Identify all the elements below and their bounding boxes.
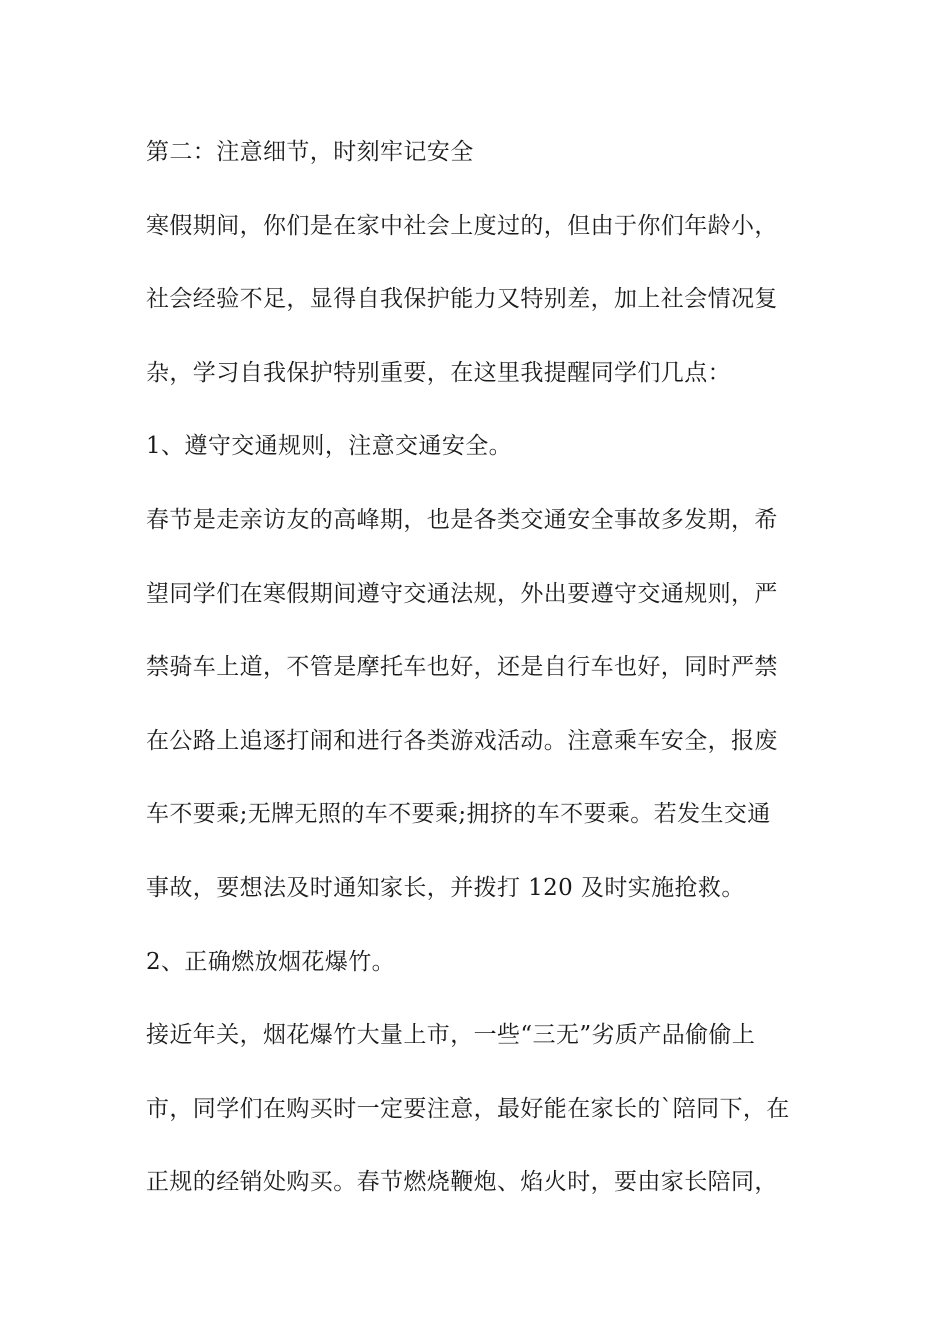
paragraph-line: 在公路上追逐打闹和进行各类游戏活动。注意乘车安全，报废 xyxy=(146,727,778,754)
paragraph-line: 正规的经销处购买。春节燃烧鞭炮、焰火时，要由家长陪同， xyxy=(146,1169,778,1196)
paragraph-line: 春节是走亲访友的高峰期，也是各类交通安全事故多发期，希 xyxy=(146,506,778,533)
paragraph-line: 事故，要想法及时通知家长，并拨打 120 及时实施抢救。 xyxy=(146,874,745,901)
document-body xyxy=(146,128,826,1232)
paragraph-line: 杂，学习自我保护特别重要，在这里我提醒同学们几点： xyxy=(146,359,731,386)
paragraph-line: 望同学们在寒假期间遵守交通法规，外出要遵守交通规则，严 xyxy=(146,580,778,607)
list-item-heading: 2、正确燃放烟花爆竹。 xyxy=(146,948,396,975)
paragraph-line: 接近年关，烟花爆竹大量上市，一些“三无”劣质产品偷偷上 xyxy=(146,1022,756,1049)
list-item-heading: 1、遵守交通规则，注意交通安全。 xyxy=(146,433,513,460)
paragraph-line: 社会经验不足，显得自我保护能力又特别差，加上社会情况复 xyxy=(146,286,778,313)
paragraph-line: 市，同学们在购买时一定要注意，最好能在家长的`陪同下，在 xyxy=(146,1095,790,1122)
section-heading: 第二：注意细节，时刻牢记安全 xyxy=(146,139,474,165)
paragraph-line: 禁骑车上道，不管是摩托车也好，还是自行车也好，同时严禁 xyxy=(146,654,778,681)
paragraph-line: 寒假期间，你们是在家中社会上度过的，但由于你们年龄小， xyxy=(146,212,778,239)
paragraph-line: 车不要乘;无牌无照的车不要乘;拥挤的车不要乘。若发生交通 xyxy=(146,801,771,828)
